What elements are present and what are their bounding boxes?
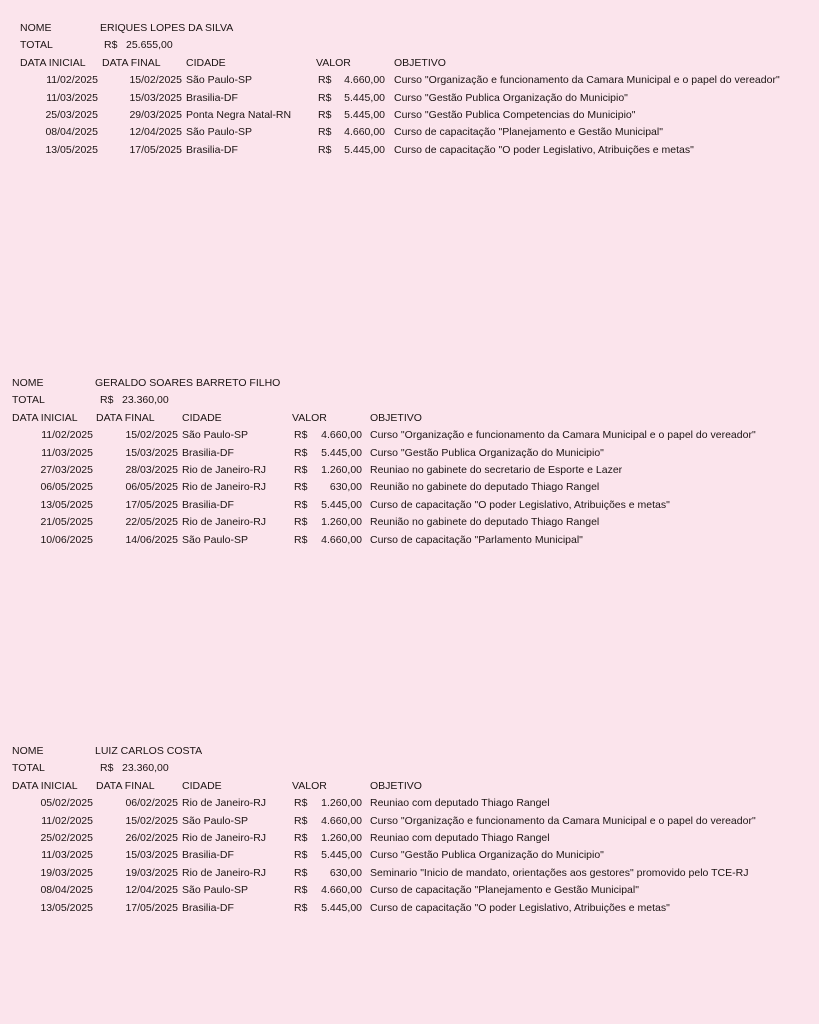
name-row <box>0 743 819 759</box>
valor-currency: R$ <box>294 516 308 529</box>
objetivo-cell: Seminario "Inicio de mandato, orientações aos gestores" promovido pelo TCE-RJ <box>370 866 749 879</box>
objetivo-cell: Reunião no gabinete do deputado Thiago Rangel <box>370 481 600 494</box>
data-inicial-cell: 11/02/2025 <box>41 429 93 442</box>
table-row <box>0 830 819 846</box>
objetivo-cell: Curso de capacitação "Parlamento Municipal" <box>370 533 583 546</box>
valor-currency: R$ <box>294 814 308 827</box>
valor-cell: 4.660,00 <box>321 814 362 827</box>
valor-currency: R$ <box>318 91 332 104</box>
valor-cell: 5.445,00 <box>344 143 385 156</box>
objetivo-cell: Curso "Gestão Publica Competencias do Municipio" <box>394 109 636 121</box>
header-data-final: DATA FINAL <box>96 779 155 792</box>
valor-currency: R$ <box>318 74 332 87</box>
data-inicial-cell: 11/02/2025 <box>46 74 98 87</box>
data-final-cell: 29/03/2025 <box>129 109 182 121</box>
cidade-cell: Rio de Janeiro-RJ <box>182 481 267 494</box>
data-final-cell: 15/02/2025 <box>129 74 182 87</box>
data-final-cell: 22/05/2025 <box>125 516 178 529</box>
valor-currency: R$ <box>294 901 308 914</box>
header-data-final: DATA FINAL <box>96 411 155 424</box>
total-row <box>0 760 819 776</box>
data-inicial-cell: 19/03/2025 <box>40 866 93 879</box>
header-data-inicial: DATA INICIAL <box>20 56 86 69</box>
total-currency: R$ <box>104 39 118 52</box>
table-row <box>0 462 819 478</box>
valor-cell: 4.660,00 <box>321 429 362 442</box>
objetivo-cell: Curso de capacitação "O poder Legislativo, Atribuições e metas" <box>370 901 670 914</box>
employee-name: GERALDO SOARES BARRETO FILHO <box>95 377 281 389</box>
cidade-cell: Ponta Negra Natal-RN <box>186 109 292 121</box>
name-row <box>0 20 819 36</box>
cidade-cell: São Paulo-SP <box>182 884 248 897</box>
valor-currency: R$ <box>294 797 308 810</box>
data-inicial-cell: 08/04/2025 <box>40 884 93 897</box>
valor-currency: R$ <box>294 429 308 442</box>
valor-cell: 5.445,00 <box>321 901 362 914</box>
table-header <box>0 778 819 794</box>
cidade-cell: Brasilia-DF <box>182 901 234 914</box>
data-final-cell: 19/03/2025 <box>125 866 178 879</box>
name-label: NOME <box>12 745 44 757</box>
valor-currency: R$ <box>294 849 308 862</box>
header-data-inicial: DATA INICIAL <box>12 779 78 792</box>
valor-currency: R$ <box>318 126 332 139</box>
table-row <box>0 427 819 443</box>
valor-cell: 4.660,00 <box>344 126 385 139</box>
valor-cell: 5.445,00 <box>321 498 362 511</box>
table-row <box>0 847 819 863</box>
data-final-cell: 12/04/2025 <box>125 884 178 897</box>
cidade-cell: São Paulo-SP <box>182 533 248 546</box>
valor-cell: 5.445,00 <box>321 446 362 459</box>
valor-cell: 4.660,00 <box>344 74 385 87</box>
valor-cell: 630,00 <box>329 481 362 494</box>
cidade-cell: São Paulo-SP <box>186 126 252 139</box>
header-objetivo: OBJETIVO <box>394 56 446 69</box>
cidade-cell: Brasilia-DF <box>182 498 234 511</box>
objetivo-cell: Reunião no gabinete do deputado Thiago Rangel <box>370 516 600 529</box>
data-inicial-cell: 13/05/2025 <box>40 901 93 914</box>
table-row <box>0 514 819 530</box>
data-inicial-cell: 13/05/2025 <box>40 498 93 511</box>
valor-currency: R$ <box>294 464 308 476</box>
valor-cell: 1.260,00 <box>321 464 362 476</box>
data-inicial-cell: 11/03/2025 <box>46 91 98 104</box>
employee-name: LUIZ CARLOS COSTA <box>95 745 203 757</box>
objetivo-cell: Curso de capacitação "Planejamento e Gestão Municipal" <box>370 884 639 897</box>
cidade-cell: São Paulo-SP <box>182 814 248 827</box>
data-inicial-cell: 06/05/2025 <box>40 481 93 494</box>
data-final-cell: 14/06/2025 <box>125 533 178 546</box>
valor-cell: 1.260,00 <box>321 832 362 844</box>
data-inicial-cell: 25/02/2025 <box>40 832 93 844</box>
objetivo-cell: Curso "Gestão Publica Organização do Municipio" <box>370 446 604 459</box>
header-objetivo: OBJETIVO <box>370 779 422 792</box>
data-inicial-cell: 27/03/2025 <box>40 464 93 476</box>
table-row <box>0 124 819 140</box>
header-data-inicial: DATA INICIAL <box>12 411 78 424</box>
employee-name: ERIQUES LOPES DA SILVA <box>100 22 234 34</box>
valor-currency: R$ <box>294 446 308 459</box>
objetivo-cell: Reuniao com deputado Thiago Rangel <box>370 832 550 844</box>
valor-currency: R$ <box>318 143 332 156</box>
table-row <box>0 445 819 461</box>
data-inicial-cell: 05/02/2025 <box>40 797 93 810</box>
objetivo-cell: Curso "Organização e funcionamento da Camara Municipal e o papel do vereador" <box>370 814 756 827</box>
data-final-cell: 15/03/2025 <box>125 849 178 862</box>
objetivo-cell: Curso de capacitação "O poder Legislativo, Atribuições e metas" <box>370 498 670 511</box>
valor-cell: 1.260,00 <box>321 797 362 810</box>
cidade-cell: Brasilia-DF <box>182 849 234 862</box>
total-row <box>0 392 819 408</box>
table-row <box>0 795 819 811</box>
cidade-cell: Brasilia-DF <box>182 446 234 459</box>
objetivo-cell: Reuniao com deputado Thiago Rangel <box>370 797 550 810</box>
objetivo-cell: Curso de capacitação "O poder Legislativo, Atribuições e metas" <box>394 143 694 156</box>
cidade-cell: São Paulo-SP <box>182 429 248 442</box>
table-row <box>0 882 819 898</box>
objetivo-cell: Curso "Organização e funcionamento da Camara Municipal e o papel do vereador" <box>370 429 756 442</box>
objetivo-cell: Curso "Gestão Publica Organização do Municipio" <box>370 849 604 862</box>
header-valor: VALOR <box>292 779 327 792</box>
data-final-cell: 28/03/2025 <box>125 464 178 476</box>
header-cidade: CIDADE <box>182 411 222 424</box>
total-amount: 23.360,00 <box>122 394 169 407</box>
cidade-cell: Brasilia-DF <box>186 91 238 104</box>
table-row <box>0 142 819 158</box>
valor-cell: 630,00 <box>329 866 362 879</box>
header-cidade: CIDADE <box>182 779 222 792</box>
valor-currency: R$ <box>294 866 308 879</box>
data-final-cell: 17/05/2025 <box>129 143 182 156</box>
total-currency: R$ <box>100 762 114 775</box>
name-label: NOME <box>20 22 52 34</box>
data-final-cell: 15/02/2025 <box>125 429 178 442</box>
data-final-cell: 06/02/2025 <box>125 797 178 810</box>
objetivo-cell: Curso "Organização e funcionamento da Camara Municipal e o papel do vereador" <box>394 74 780 87</box>
total-label: TOTAL <box>12 762 45 775</box>
header-objetivo: OBJETIVO <box>370 411 422 424</box>
data-inicial-cell: 21/05/2025 <box>40 516 93 529</box>
valor-cell: 5.445,00 <box>344 109 385 121</box>
valor-currency: R$ <box>294 533 308 546</box>
valor-cell: 5.445,00 <box>344 91 385 104</box>
table-header <box>0 410 819 426</box>
data-inicial-cell: 08/04/2025 <box>45 126 98 139</box>
total-currency: R$ <box>100 394 114 407</box>
header-valor: VALOR <box>316 56 351 69</box>
valor-currency: R$ <box>294 481 308 494</box>
valor-cell: 4.660,00 <box>321 884 362 897</box>
valor-currency: R$ <box>294 884 308 897</box>
cidade-cell: Rio de Janeiro-RJ <box>182 832 267 844</box>
valor-cell: 5.445,00 <box>321 849 362 862</box>
data-final-cell: 15/03/2025 <box>125 446 178 459</box>
objetivo-cell: Curso "Gestão Publica Organização do Municipio" <box>394 91 628 104</box>
cidade-cell: Rio de Janeiro-RJ <box>182 464 267 476</box>
cidade-cell: Brasilia-DF <box>186 143 238 156</box>
data-final-cell: 15/02/2025 <box>125 814 178 827</box>
data-inicial-cell: 11/03/2025 <box>41 446 93 459</box>
valor-currency: R$ <box>318 109 332 121</box>
cidade-cell: São Paulo-SP <box>186 74 252 87</box>
name-row <box>0 375 819 391</box>
total-row <box>0 37 819 53</box>
data-inicial-cell: 10/06/2025 <box>40 533 93 546</box>
data-final-cell: 17/05/2025 <box>125 901 178 914</box>
data-final-cell: 26/02/2025 <box>125 832 178 844</box>
table-row <box>0 72 819 88</box>
data-final-cell: 15/03/2025 <box>129 91 182 104</box>
table-row <box>0 497 819 513</box>
table-row <box>0 900 819 916</box>
data-final-cell: 12/04/2025 <box>129 126 182 139</box>
table-row <box>0 532 819 548</box>
table-row <box>0 107 819 123</box>
valor-cell: 1.260,00 <box>321 516 362 529</box>
table-row <box>0 479 819 495</box>
table-row <box>0 90 819 106</box>
data-final-cell: 06/05/2025 <box>125 481 178 494</box>
total-amount: 25.655,00 <box>126 39 173 52</box>
data-inicial-cell: 13/05/2025 <box>45 143 98 156</box>
header-cidade: CIDADE <box>186 56 226 69</box>
cidade-cell: Rio de Janeiro-RJ <box>182 866 267 879</box>
data-inicial-cell: 11/03/2025 <box>41 849 93 862</box>
objetivo-cell: Curso de capacitação "Planejamento e Gestão Municipal" <box>394 126 663 139</box>
valor-currency: R$ <box>294 832 308 844</box>
data-inicial-cell: 25/03/2025 <box>45 109 98 121</box>
table-header <box>0 55 819 71</box>
header-data-final: DATA FINAL <box>102 56 161 69</box>
name-label: NOME <box>12 377 44 389</box>
total-amount: 23.360,00 <box>122 762 169 775</box>
cidade-cell: Rio de Janeiro-RJ <box>182 797 267 810</box>
cidade-cell: Rio de Janeiro-RJ <box>182 516 267 529</box>
table-row <box>0 865 819 881</box>
total-label: TOTAL <box>20 39 53 52</box>
objetivo-cell: Reuniao no gabinete do secretario de Esporte e Lazer <box>370 464 623 476</box>
table-row <box>0 813 819 829</box>
data-final-cell: 17/05/2025 <box>125 498 178 511</box>
header-valor: VALOR <box>292 411 327 424</box>
data-inicial-cell: 11/02/2025 <box>41 814 93 827</box>
valor-currency: R$ <box>294 498 308 511</box>
valor-cell: 4.660,00 <box>321 533 362 546</box>
total-label: TOTAL <box>12 394 45 407</box>
